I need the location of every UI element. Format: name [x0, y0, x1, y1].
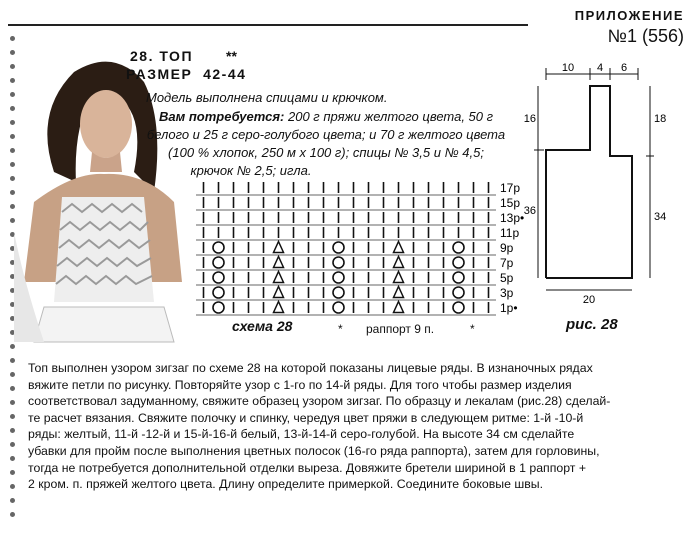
dim-right-top: 18: [654, 113, 667, 125]
knitting-chart: [196, 178, 526, 318]
requirements-label: Вам потребуется:: [158, 109, 285, 124]
model-description: Модель выполнена спицами и крючком.: [146, 90, 388, 105]
row-label: 1р•: [500, 301, 518, 315]
decrease-symbol: [394, 272, 404, 283]
decrease-symbol: [274, 302, 284, 313]
yarn-over-symbol: [333, 287, 344, 298]
size-label: РАЗМЕР: [126, 66, 193, 82]
size-value: 42-44: [203, 66, 247, 82]
instructions-line: тогда не потребуется дополнительной отделки выреза. Довяжите бретели шириной в 1 раппорт +: [28, 460, 586, 475]
decrease-symbol: [394, 257, 404, 268]
decrease-symbol: [274, 257, 284, 268]
yarn-over-symbol: [213, 287, 224, 298]
yarn-over-symbol: [333, 242, 344, 253]
row-label: 11р: [500, 226, 520, 240]
dim-right-bottom: 34: [654, 211, 667, 223]
yarn-over-symbol: [453, 302, 464, 313]
yarn-over-symbol: [453, 242, 464, 253]
instructions-line: 2 кром. п. пряжей желтого цвета. Длину определите примеркой. Соедините боковые швы.: [28, 477, 543, 492]
yarn-over-symbol: [333, 302, 344, 313]
difficulty-stars: **: [226, 48, 237, 64]
chart-repeat-label: раппорт 9 п.: [366, 322, 435, 336]
chart-symbols: [213, 242, 464, 314]
yarn-over-symbol: [213, 242, 224, 253]
dim-bottom: 20: [582, 294, 596, 306]
decrease-symbol: [274, 272, 284, 283]
yarn-over-symbol: [333, 257, 344, 268]
yarn-over-symbol: [213, 302, 224, 313]
yarn-over-symbol: [453, 257, 464, 268]
dim-top-b: 4: [596, 62, 604, 74]
instructions-text: [28, 360, 676, 493]
instructions-line: Топ выполнен узором зигзаг по схеме 28 на которой показаны лицевые ряды. В изнаночных рядах: [28, 361, 593, 375]
instructions-line: вяжите петли по рисунку. Повторяйте узор с 1-го по 14-й ряды. Для того чтобы размер изделия: [28, 377, 572, 392]
row-label: 9р: [500, 241, 514, 255]
instructions-line: те расчет вязания. Свяжите полочку и спинку, чередуя цвет пряжи в следующем ритме: 1-й -10-й: [28, 410, 584, 425]
section-label: ПРИЛОЖЕНИЕ: [574, 8, 684, 23]
row-label: 3р: [500, 286, 514, 300]
row-label: 5р: [500, 271, 514, 285]
pattern-outline: [546, 86, 632, 278]
dim-left-top: 16: [523, 113, 536, 125]
yarn-over-symbol: [453, 272, 464, 283]
decrease-symbol: [394, 287, 404, 298]
yarn-over-symbol: [453, 287, 464, 298]
chart-star-right: *: [470, 322, 475, 336]
row-label: 17р: [500, 181, 521, 195]
requirements-line-1: 200 г пряжи желтого цвета, 50 г: [288, 109, 494, 124]
chart-star-left: *: [338, 322, 343, 336]
row-label: 7р: [500, 256, 514, 270]
decrease-symbol: [394, 242, 404, 253]
issue-number: №1 (556): [607, 26, 684, 46]
dim-top-a: 10: [561, 62, 575, 74]
size-line: [126, 66, 246, 82]
instructions-line: убавки для пройм после выполнения цветных полосок (16-го ряда раппорта), затем для горловины,: [28, 443, 600, 458]
pattern-diagram: [523, 56, 667, 308]
requirements-line-2: белого и 25 г серо-голубого цвета; и 70 г желтого цвета: [146, 127, 506, 142]
instructions-line: соответствовал задуманному, свяжите образец узором зигзаг. По образцу и лекалам (рис.28) сделай-: [28, 394, 611, 409]
yarn-over-symbol: [213, 257, 224, 268]
row-label: 15р: [500, 196, 521, 210]
dim-top-c: 6: [620, 62, 628, 74]
yarn-over-symbol: [213, 272, 224, 283]
decrease-symbol: [274, 242, 284, 253]
header-rule: [8, 24, 528, 26]
instructions-line: ряды: желтый, 11-й -12-й и 15-й-16-й белый, 13-й-14-й серо-голубой. На высоте 34 см сделайте: [28, 427, 575, 442]
pattern-caption: рис. 28: [566, 316, 618, 333]
decrease-symbol: [274, 287, 284, 298]
requirements: [146, 108, 506, 180]
requirements-line-4: крючок № 2,5; игла.: [190, 163, 312, 178]
chart-row-labels: [500, 181, 524, 315]
yarn-over-symbol: [333, 272, 344, 283]
requirements-line-3: (100 % хлопок, 250 м х 100 г); спицы № 3,5 и № 4,5;: [168, 145, 484, 160]
model-title: 28. ТОП: [130, 48, 194, 64]
row-label: 13р•: [500, 211, 525, 225]
chart-caption: схема 28: [232, 318, 293, 334]
chart-grid: [196, 182, 496, 315]
dim-left-bottom: 36: [523, 205, 536, 217]
decrease-symbol: [394, 302, 404, 313]
